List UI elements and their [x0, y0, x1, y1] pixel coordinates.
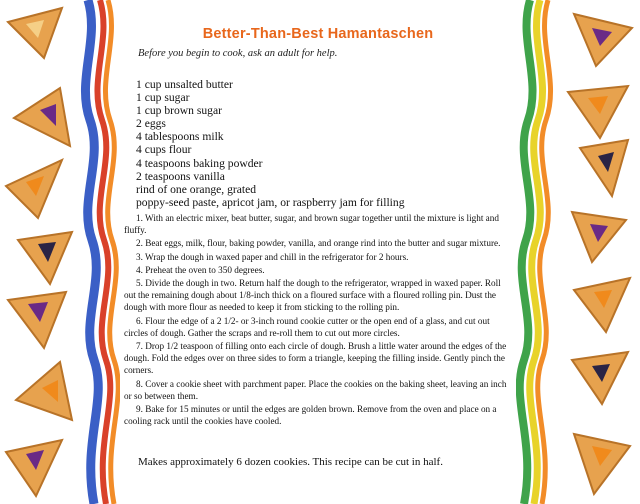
- instruction-step: 8. Cover a cookie sheet with parchment paper. Place the cookies on the baking sheet, leaving an inch or so between them.: [124, 378, 507, 401]
- instruction-list: [124, 212, 512, 428]
- hamantaschen-cookie-icon: [574, 278, 630, 332]
- ingredient-item: 2 teaspoons vanilla: [136, 169, 225, 183]
- hamantaschen-cookie-icon: [14, 88, 70, 146]
- hamantaschen-cookie-icon: [574, 14, 632, 66]
- ingredient-item: rind of one orange, grated: [136, 182, 257, 196]
- hamantaschen-cookie-icon: [6, 440, 62, 496]
- ingredient-item: 4 cups flour: [136, 143, 192, 157]
- ingredient-item: 2 eggs: [136, 117, 166, 131]
- instruction-step: 4. Preheat the oven to 350 degrees.: [136, 264, 265, 275]
- ingredient-item: 1 cup sugar: [136, 91, 190, 105]
- instruction-step: 3. Wrap the dough in waxed paper and chill in the refrigerator for 2 hours.: [136, 251, 409, 262]
- recipe-page: [118, 0, 518, 504]
- left-decorative-border: [0, 0, 120, 504]
- recipe-intro: Before you begin to cook, ask an adult for help.: [138, 48, 338, 59]
- ingredient-item: 1 cup brown sugar: [136, 104, 222, 118]
- ingredient-item: 4 teaspoons baking powder: [136, 156, 263, 170]
- recipe-yield: Makes approximately 6 dozen cookies. This recipe can be cut in half.: [138, 456, 443, 468]
- ingredient-item: 1 cup unsalted butter: [136, 78, 233, 91]
- instruction-step: 9. Bake for 15 minutes or until the edges are golden brown. Remove from the oven and place on a cooling rack until the cookies have cooled.: [124, 404, 497, 427]
- instruction-step: 5. Divide the dough in two. Return half the dough to the refrigerator, wrapped in waxed paper. Roll out the remaining dough about 1/8-inch thick on a floured surface with a floured rolling pin. Dust the dough with more flour as needed to keep it from sticking to the rolling pin.: [124, 278, 501, 313]
- hamantaschen-cookie-icon: [16, 362, 72, 420]
- ingredient-item: poppy-seed paste, apricot jam, or raspberry jam for filling: [136, 195, 405, 209]
- hamantaschen-cookie-icon: [572, 352, 628, 404]
- instruction-step: 7. Drop 1/2 teaspoon of filling onto each circle of dough. Brush a little water around the edges of the dough. Fold the edges over on three sides to form a triangle, keeping the filling inside. Gently pinch the corners.: [124, 341, 507, 376]
- ingredient-item: 4 tablespoons milk: [136, 130, 224, 144]
- recipe-title: Better-Than-Best Hamantaschen: [202, 26, 434, 42]
- hamantaschen-cookie-icon: [18, 232, 72, 284]
- instruction-step: 6. Flour the edge of a 2 1/2- or 3-inch round cookie cutter or the open end of a glass, and cut out circles of dough. Gather the scraps and re-roll them to cut out more circles.: [124, 315, 490, 338]
- hamantaschen-cookie-icon: [572, 212, 626, 262]
- hamantaschen-cookie-icon: [6, 160, 62, 218]
- instruction-step: 1. With an electric mixer, beat butter, sugar, and brown sugar together until the mixture is light and fluffy.: [124, 213, 499, 236]
- hamantaschen-cookie-icon: [580, 140, 628, 196]
- hamantaschen-cookie-icon: [574, 434, 630, 494]
- hamantaschen-cookie-icon: [8, 8, 62, 58]
- hamantaschen-cookie-icon: [568, 86, 628, 138]
- right-decorative-border: [516, 0, 640, 504]
- hamantaschen-cookie-icon: [8, 292, 66, 348]
- ingredient-list: [136, 78, 405, 209]
- instruction-step: 2. Beat eggs, milk, flour, baking powder, vanilla, and orange rind into the butter and sugar mixture.: [136, 238, 501, 249]
